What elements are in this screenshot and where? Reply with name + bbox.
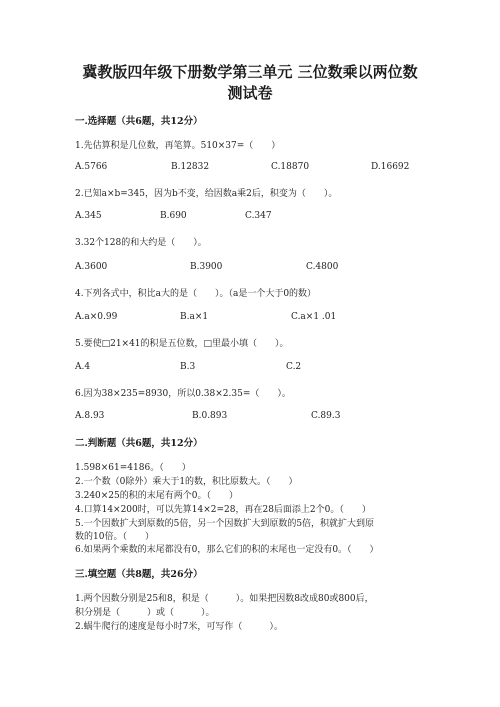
choice-question-4: 4.下列各式中，积比a大的是（ ）。（a是一个大于0的数） xyxy=(75,289,317,299)
section-heading-choice: 一.选择题（共6题，共12分） xyxy=(75,116,203,127)
judge-line-4: 4.口算14×200时，可以先算14×2=28，再在28后面添上2个0。（ ） xyxy=(75,505,371,515)
choice-q1-option-a: A.5766 xyxy=(75,162,108,172)
choice-q2-option-a: A.345 xyxy=(75,211,102,221)
fill-line-1: 1.两个因数分别是25和8，积是（ ）。如果把因数8改成80或800后， xyxy=(75,594,374,604)
choice-q4-option-c: C.a×1 .01 xyxy=(291,312,337,322)
choice-q3-option-c: C.4800 xyxy=(306,262,339,272)
judge-line-6: 6.如果两个乘数的末尾都没有0，那么它们的积的末尾也一定没有0。（ ） xyxy=(75,545,379,555)
choice-q1-option-d: D.16692 xyxy=(371,162,410,172)
choice-q1-option-b: B.12832 xyxy=(171,162,210,172)
choice-q5-option-a: A.4 xyxy=(75,362,91,372)
judge-line-5-cont: 数的10倍。（ ） xyxy=(75,532,154,542)
worksheet-title-line2: 测试卷 xyxy=(227,84,273,102)
section-heading-fill: 三.填空题（共8题，共26分） xyxy=(75,569,203,580)
choice-q4-option-b: B.a×1 xyxy=(180,312,209,322)
fill-line-2: 2.蜗牛爬行的速度是每小时7米，可写作（ ）。 xyxy=(75,622,283,632)
choice-question-2: 2.已知a×b=345，因为b不变，给因数a乘2后，积变为（ ）。 xyxy=(75,189,338,199)
choice-q2-option-b: B.690 xyxy=(160,211,187,221)
judge-line-3: 3.240×25的积的末尾有两个0。（ ） xyxy=(75,491,238,501)
choice-question-1: 1.先估算积是几位数，再笔算。510×37=（ ） xyxy=(75,141,281,151)
choice-q1-option-c: C.18870 xyxy=(271,162,310,172)
judge-line-5: 5.一个因数扩大到原数的5倍，另一个因数扩大到原数的5倍，积就扩大到原 xyxy=(75,519,375,529)
choice-q4-option-a: A.a×0.99 xyxy=(75,312,118,322)
choice-question-5: 5.要使□21×41的积是五位数，□里最小填（ ）。 xyxy=(75,339,289,349)
choice-q5-option-b: B.3 xyxy=(180,362,196,372)
choice-q5-option-c: C.2 xyxy=(286,362,302,372)
fill-line-1-cont: 积分别是（ ）或（ ）。 xyxy=(75,608,215,618)
choice-q6-option-b: B.0.893 xyxy=(192,411,228,421)
choice-question-3: 3.32个128的和大约是（ ）。 xyxy=(75,238,207,248)
choice-q6-option-c: C.89.3 xyxy=(311,411,341,421)
section-heading-judge: 二.判断题（共6题，共12分） xyxy=(75,438,203,449)
choice-q3-option-a: A.3600 xyxy=(75,262,108,272)
choice-q3-option-b: B.3900 xyxy=(190,262,223,272)
choice-q6-option-a: A.8.93 xyxy=(75,411,105,421)
worksheet-title-line1: 冀教版四年级下册数学第三单元 三位数乘以两位数 xyxy=(82,63,418,81)
choice-question-6: 6.因为38×235=8930，所以0.38×2.35=（ ）。 xyxy=(75,389,291,399)
judge-line-2: 2.一个数（0除外）乘大于1的数，积比原数大。（ ） xyxy=(75,477,298,487)
choice-q2-option-c: C.347 xyxy=(245,211,272,221)
judge-line-1: 1.598×61=4186。（ ） xyxy=(75,463,191,473)
